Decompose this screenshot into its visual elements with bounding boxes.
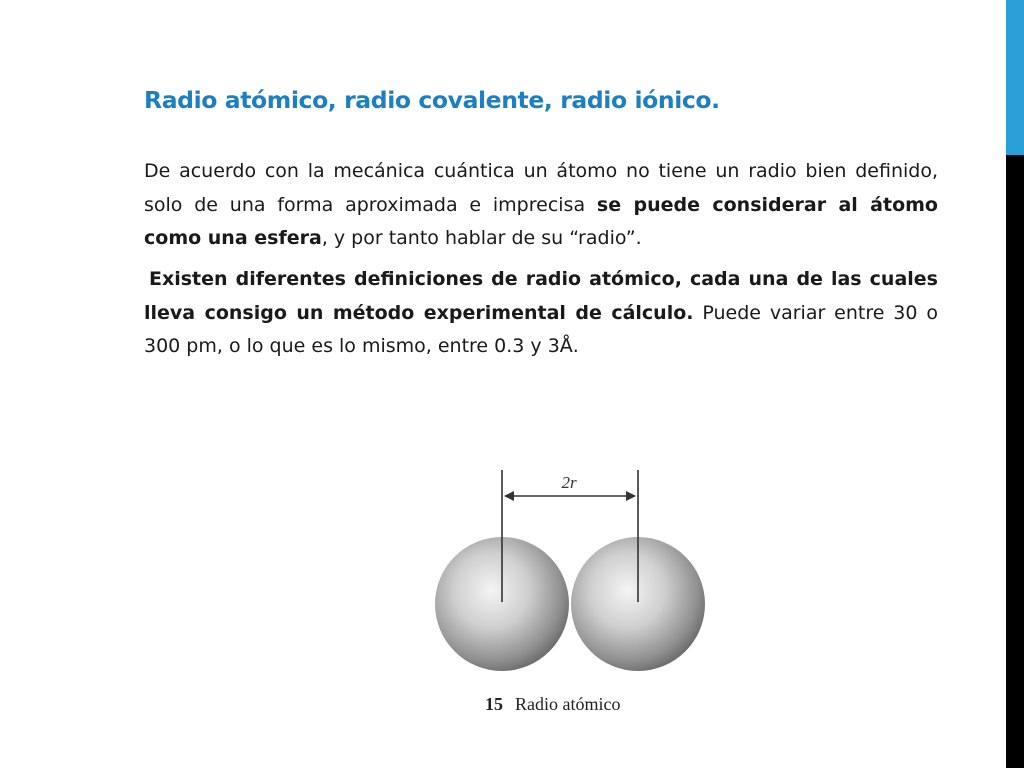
paragraph-radius-definitions <box>144 263 938 364</box>
arrowhead-left <box>504 491 514 501</box>
atomic-radius-figure <box>405 462 725 722</box>
figure-caption-text: Radio atómico <box>515 694 621 714</box>
side-accent-band-blue <box>1006 0 1024 155</box>
figure-caption <box>485 694 685 715</box>
figure-number: 15 <box>485 694 503 714</box>
slide-title: Radio atómico, radio covalente, radio iónico. <box>144 86 720 114</box>
paragraph-1-text-b: , y por tanto hablar de su “radio”. <box>321 227 642 249</box>
side-accent-band-black <box>1006 155 1024 768</box>
paragraph-1-emphasis: se puede considerar al átomo como una esfera <box>144 193 938 249</box>
two-spheres-diagram <box>405 462 725 722</box>
paragraph-2-emphasis: Existen diferentes definiciones de radio atómico, cada una de las cuales lleva consigo un método experimental de cálculo. <box>144 268 938 324</box>
arrowhead-right <box>626 491 636 501</box>
paragraph-quantum-radius <box>144 155 938 256</box>
paragraph-2-text: Puede variar entre 30 o 300 pm, o lo que es lo mismo, entre 0.3 y 3Å. <box>144 301 938 357</box>
dimension-label: 2r <box>561 473 577 492</box>
paragraph-1-text-a: De acuerdo con la mecánica cuántica un átomo no tiene un radio bien definido, solo de una forma aproximada e imprecisa <box>144 160 938 216</box>
